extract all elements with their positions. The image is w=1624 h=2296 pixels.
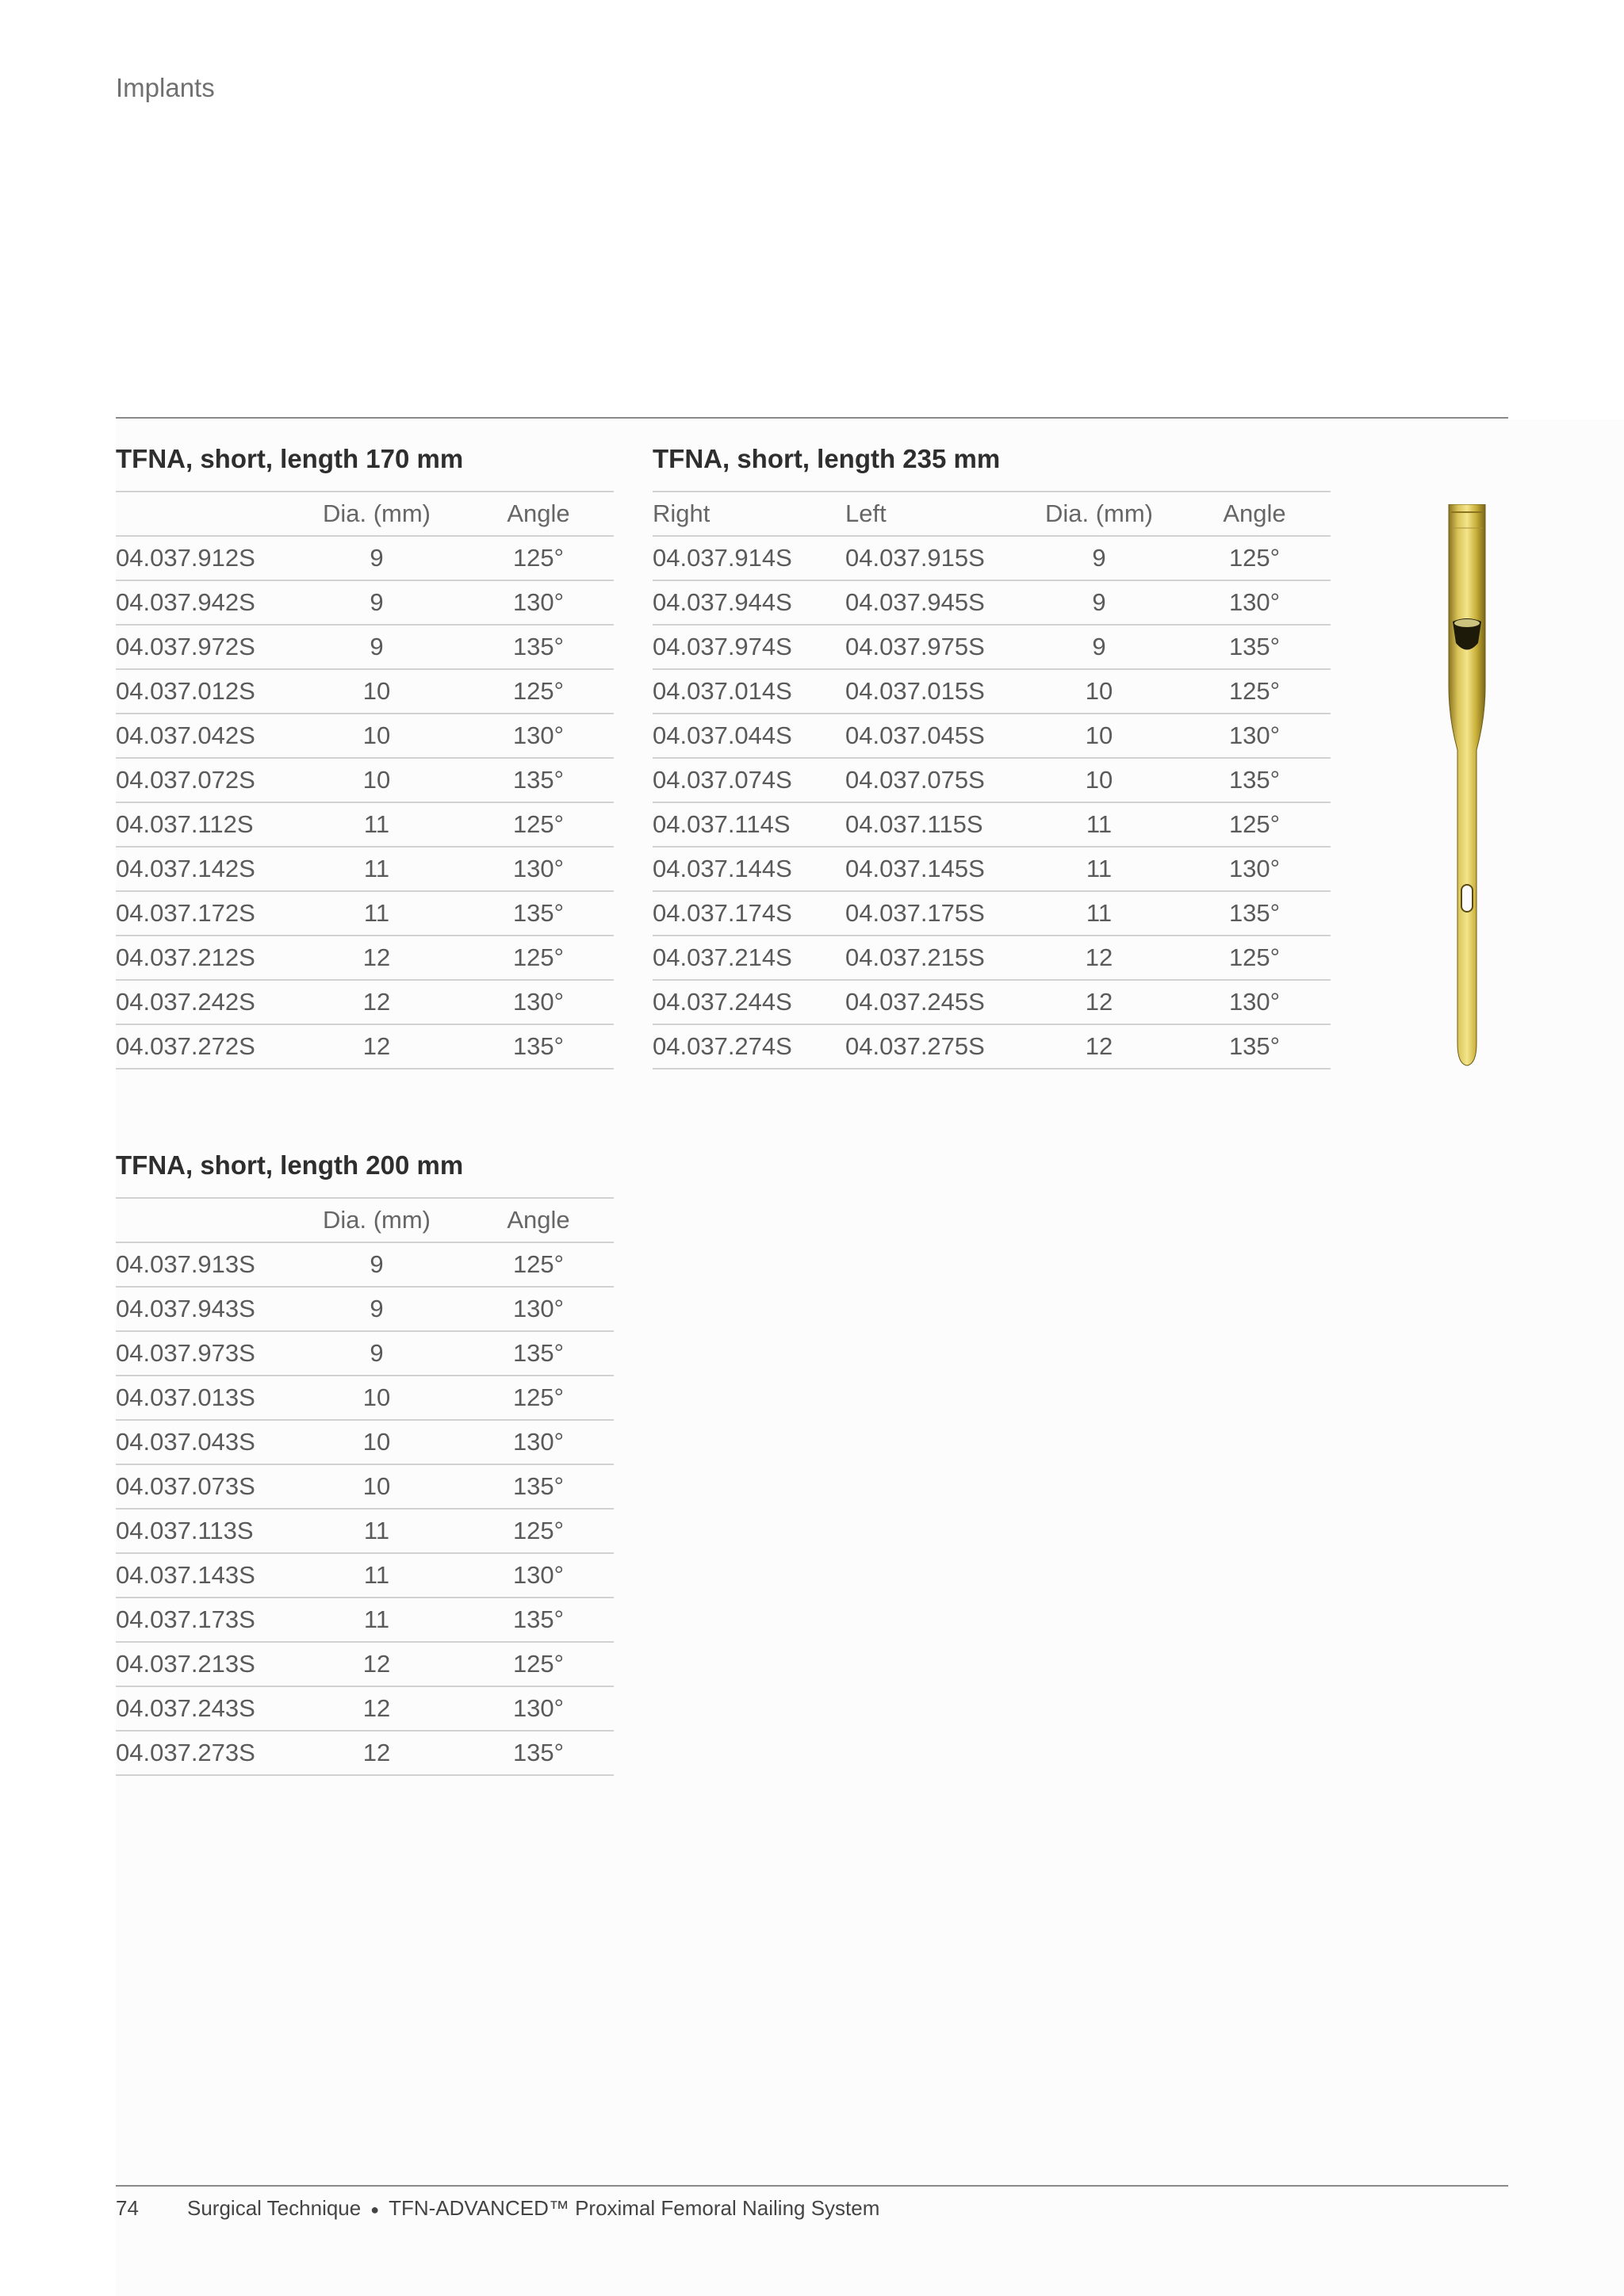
table-cell: 04.037.243S: [116, 1686, 290, 1731]
table-cell: 04.037.013S: [116, 1376, 290, 1420]
table-row: [653, 714, 1331, 758]
table-cell: 135°: [463, 1331, 614, 1376]
table-cell: 04.037.972S: [116, 625, 290, 669]
table-cell: 125°: [1178, 802, 1331, 847]
table-row: [116, 847, 614, 891]
table-cell: 04.037.045S: [845, 714, 1020, 758]
table-cell: 9: [290, 536, 463, 580]
page-footer: [116, 2196, 879, 2221]
column-header-left: Left: [845, 492, 1020, 536]
table-cell: 04.037.213S: [116, 1642, 290, 1686]
table-cell: 04.037.943S: [116, 1287, 290, 1331]
table-row: [116, 714, 614, 758]
table-cell: 135°: [463, 1598, 614, 1642]
top-divider: [116, 417, 1508, 419]
table-200-title: TFNA, short, length 200 mm: [116, 1150, 464, 1180]
table-cell: 04.037.115S: [845, 802, 1020, 847]
table-cell: 12: [1020, 936, 1178, 980]
table-cell: 135°: [463, 758, 614, 802]
table-cell: 135°: [463, 1024, 614, 1069]
table-row: [116, 536, 614, 580]
table-cell: 9: [290, 1287, 463, 1331]
table-cell: 12: [290, 1686, 463, 1731]
table-235mm: [653, 491, 1331, 1070]
table-cell: 04.037.073S: [116, 1464, 290, 1509]
table-cell: 04.037.074S: [653, 758, 845, 802]
table-cell: 04.037.944S: [653, 580, 845, 625]
table-cell: 04.037.913S: [116, 1242, 290, 1287]
table-cell: 130°: [463, 1686, 614, 1731]
table-cell: 04.037.113S: [116, 1509, 290, 1553]
table-cell: 135°: [463, 891, 614, 936]
table-cell: 125°: [1178, 669, 1331, 714]
table-cell: 10: [1020, 669, 1178, 714]
table-cell: 9: [290, 1331, 463, 1376]
table-cell: 04.037.914S: [653, 536, 845, 580]
table-cell: 11: [290, 1553, 463, 1598]
table-cell: 11: [290, 802, 463, 847]
table-cell: 130°: [1178, 714, 1331, 758]
table-cell: 12: [290, 1642, 463, 1686]
table-cell: 04.037.274S: [653, 1024, 845, 1069]
table-row: [116, 1331, 614, 1376]
table-row: [116, 758, 614, 802]
table-cell: 04.037.273S: [116, 1731, 290, 1775]
table-cell: 04.037.915S: [845, 536, 1020, 580]
table-cell: 04.037.945S: [845, 580, 1020, 625]
table-row: [116, 802, 614, 847]
column-header-right: Right: [653, 492, 845, 536]
table-cell: 9: [1020, 536, 1178, 580]
table-cell: 11: [1020, 847, 1178, 891]
column-header-angle: Angle: [1178, 492, 1331, 536]
table-cell: 10: [1020, 714, 1178, 758]
table-cell: 11: [290, 1509, 463, 1553]
column-header-angle: Angle: [463, 1198, 614, 1242]
table-cell: 135°: [1178, 758, 1331, 802]
table-row: [116, 1731, 614, 1775]
table-row: [116, 980, 614, 1024]
table-cell: 04.037.912S: [116, 536, 290, 580]
table-cell: 04.037.174S: [653, 891, 845, 936]
page-number: 74: [116, 2196, 139, 2220]
table-cell: 10: [290, 669, 463, 714]
table-row: [116, 1464, 614, 1509]
table-cell: 9: [1020, 580, 1178, 625]
table-row: [116, 1686, 614, 1731]
table-cell: 130°: [463, 1287, 614, 1331]
table-row: [653, 847, 1331, 891]
table-cell: 9: [290, 625, 463, 669]
table-cell: 04.037.043S: [116, 1420, 290, 1464]
column-header-dia: Dia. (mm): [1020, 492, 1178, 536]
table-cell: 04.037.942S: [116, 580, 290, 625]
table-cell: 125°: [463, 1242, 614, 1287]
table-cell: 9: [1020, 625, 1178, 669]
column-header: [116, 492, 290, 536]
table-cell: 135°: [1178, 1024, 1331, 1069]
table-cell: 04.037.114S: [653, 802, 845, 847]
table-cell: 12: [290, 980, 463, 1024]
column-header: [116, 1198, 290, 1242]
table-row: [653, 891, 1331, 936]
table-row: [116, 936, 614, 980]
table-235-title: TFNA, short, length 235 mm: [653, 444, 1001, 473]
table-cell: 125°: [463, 669, 614, 714]
table-row: [653, 625, 1331, 669]
table-170-title: TFNA, short, length 170 mm: [116, 444, 464, 473]
table-cell: 125°: [463, 1376, 614, 1420]
table-cell: 12: [290, 1731, 463, 1775]
table-header-row: [653, 492, 1331, 536]
table-cell: 11: [1020, 802, 1178, 847]
table-cell: 04.037.173S: [116, 1598, 290, 1642]
product-name: TFN-ADVANCED™ Proximal Femoral Nailing System: [389, 2196, 880, 2220]
table-cell: 125°: [463, 936, 614, 980]
footer-divider: [116, 2185, 1508, 2187]
document-type: Surgical Technique: [187, 2196, 362, 2220]
table-cell: 10: [1020, 758, 1178, 802]
table-cell: 135°: [463, 1464, 614, 1509]
table-row: [653, 980, 1331, 1024]
table-cell: 130°: [1178, 847, 1331, 891]
table-cell: 11: [290, 847, 463, 891]
table-row: [653, 1024, 1331, 1069]
table-cell: 130°: [463, 980, 614, 1024]
table-cell: 04.037.112S: [116, 802, 290, 847]
table-cell: 12: [1020, 980, 1178, 1024]
table-row: [116, 891, 614, 936]
table-cell: 10: [290, 1376, 463, 1420]
table-cell: 04.037.245S: [845, 980, 1020, 1024]
table-cell: 04.037.214S: [653, 936, 845, 980]
table-cell: 04.037.175S: [845, 891, 1020, 936]
table-row: [653, 802, 1331, 847]
table-cell: 125°: [463, 536, 614, 580]
table-row: [116, 1598, 614, 1642]
table-cell: 04.037.242S: [116, 980, 290, 1024]
table-cell: 10: [290, 1464, 463, 1509]
table-cell: 04.037.212S: [116, 936, 290, 980]
table-row: [116, 1642, 614, 1686]
table-cell: 04.037.244S: [653, 980, 845, 1024]
table-cell: 135°: [1178, 625, 1331, 669]
table-170mm: [116, 491, 614, 1070]
table-cell: 11: [1020, 891, 1178, 936]
table-cell: 04.037.012S: [116, 669, 290, 714]
table-cell: 10: [290, 1420, 463, 1464]
table-cell: 11: [290, 891, 463, 936]
table-cell: 9: [290, 1242, 463, 1287]
table-cell: 12: [290, 1024, 463, 1069]
table-cell: 130°: [463, 580, 614, 625]
table-row: [653, 536, 1331, 580]
table-cell: 125°: [1178, 536, 1331, 580]
table-header-row: [116, 1198, 614, 1242]
bullet-separator: ●: [370, 2201, 380, 2218]
table-cell: 04.037.144S: [653, 847, 845, 891]
table-row: [116, 1287, 614, 1331]
table-cell: 04.037.974S: [653, 625, 845, 669]
table-cell: 04.037.044S: [653, 714, 845, 758]
table-row: [653, 669, 1331, 714]
table-cell: 12: [290, 936, 463, 980]
table-row: [653, 936, 1331, 980]
table-cell: 04.037.145S: [845, 847, 1020, 891]
table-cell: 130°: [463, 714, 614, 758]
distal-hole-icon: [1461, 885, 1473, 912]
table-cell: 9: [290, 580, 463, 625]
table-cell: 04.037.042S: [116, 714, 290, 758]
table-cell: 10: [290, 758, 463, 802]
table-cell: 130°: [463, 1420, 614, 1464]
table-cell: 04.037.142S: [116, 847, 290, 891]
table-row: [653, 758, 1331, 802]
table-row: [116, 1376, 614, 1420]
femoral-nail-illustration: [1435, 504, 1499, 1067]
table-cell: 11: [290, 1598, 463, 1642]
section-header: Implants: [116, 73, 215, 102]
table-row: [116, 1420, 614, 1464]
table-cell: 125°: [463, 1642, 614, 1686]
table-cell: 04.037.973S: [116, 1331, 290, 1376]
table-row: [116, 669, 614, 714]
table-cell: 04.037.143S: [116, 1553, 290, 1598]
table-200mm: [116, 1197, 614, 1776]
table-row: [116, 1024, 614, 1069]
table-cell: 125°: [463, 802, 614, 847]
column-header-dia: Dia. (mm): [290, 492, 463, 536]
table-200-body: [116, 1242, 614, 1775]
column-header-angle: Angle: [463, 492, 614, 536]
table-cell: 04.037.172S: [116, 891, 290, 936]
table-row: [116, 1553, 614, 1598]
table-cell: 130°: [463, 847, 614, 891]
table-cell: 04.037.015S: [845, 669, 1020, 714]
table-cell: 04.037.272S: [116, 1024, 290, 1069]
table-cell: 04.037.014S: [653, 669, 845, 714]
table-cell: 04.037.975S: [845, 625, 1020, 669]
table-cell: 10: [290, 714, 463, 758]
table-cell: 04.037.075S: [845, 758, 1020, 802]
table-cell: 130°: [463, 1553, 614, 1598]
table-cell: 125°: [463, 1509, 614, 1553]
table-header-row: [116, 492, 614, 536]
table-cell: 125°: [1178, 936, 1331, 980]
table-row: [116, 1242, 614, 1287]
table-row: [653, 580, 1331, 625]
table-cell: 130°: [1178, 980, 1331, 1024]
table-cell: 135°: [1178, 891, 1331, 936]
column-header-dia: Dia. (mm): [290, 1198, 463, 1242]
table-row: [116, 580, 614, 625]
table-cell: 135°: [463, 1731, 614, 1775]
table-cell: 12: [1020, 1024, 1178, 1069]
table-cell: 04.037.275S: [845, 1024, 1020, 1069]
table-cell: 130°: [1178, 580, 1331, 625]
table-cell: 04.037.072S: [116, 758, 290, 802]
table-235-body: [653, 536, 1331, 1069]
table-170-body: [116, 536, 614, 1069]
table-row: [116, 1509, 614, 1553]
table-cell: 04.037.215S: [845, 936, 1020, 980]
table-row: [116, 625, 614, 669]
table-cell: 135°: [463, 625, 614, 669]
